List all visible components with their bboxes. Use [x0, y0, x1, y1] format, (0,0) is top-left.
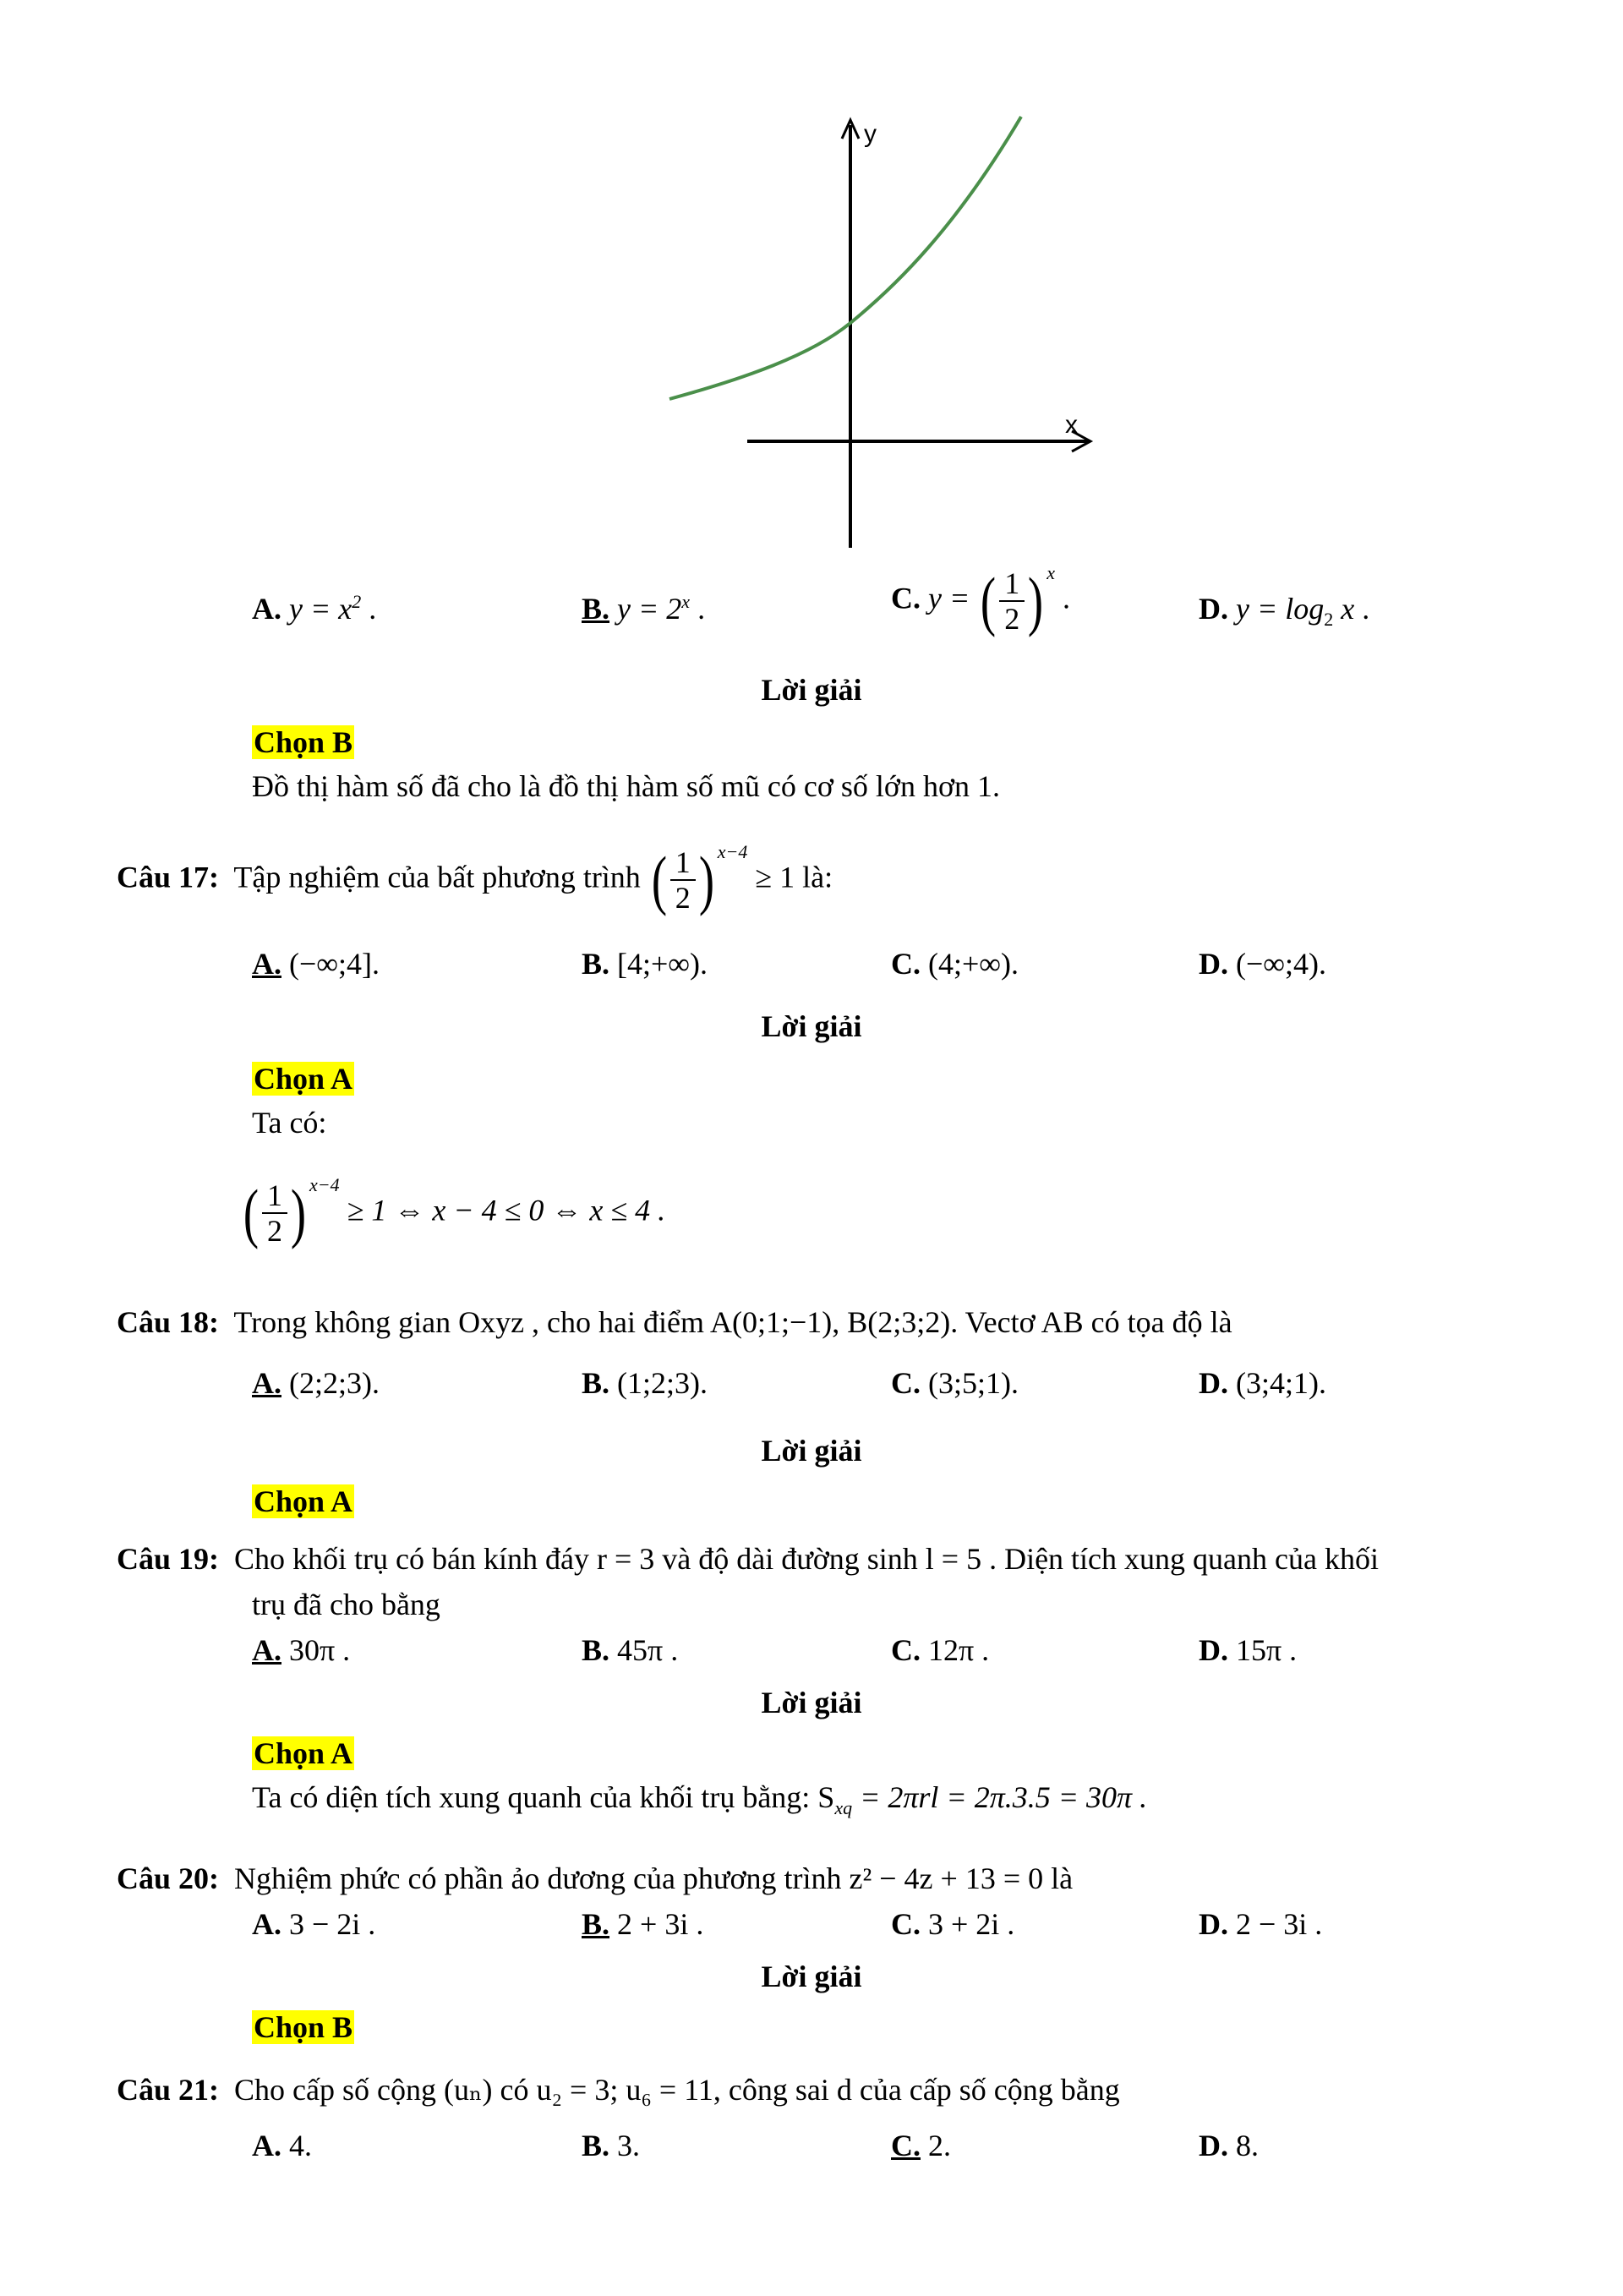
- q19-question-cont: trụ đã cho bằng: [252, 1588, 440, 1621]
- x-axis-label: x: [1065, 411, 1078, 439]
- q16-choice: Chọn B: [254, 725, 353, 759]
- q16-solution-title: Lời giải: [761, 673, 862, 707]
- q20-option-d[interactable]: D. 2 − 3i .: [1199, 1907, 1323, 1941]
- q18-solution-title: Lời giải: [761, 1434, 862, 1468]
- q17-option-a[interactable]: A. (−∞;4].: [252, 947, 380, 981]
- q20-option-b[interactable]: B. 2 + 3i .: [582, 1907, 704, 1941]
- q20-option-c[interactable]: C. 3 + 2i .: [891, 1907, 1015, 1941]
- q21-option-b[interactable]: B. 3.: [582, 2129, 641, 2162]
- q19-question: Câu 19: Cho khối trụ có bán kính đáy r = 3 và độ dài đường sinh l = 5 . Diện tích xung quanh của khối: [117, 1542, 1379, 1576]
- q21-option-c[interactable]: C. 2.: [891, 2129, 951, 2162]
- q20-option-a[interactable]: A. 3 − 2i .: [252, 1907, 376, 1941]
- q18-option-a[interactable]: A. (2;2;3).: [252, 1366, 380, 1400]
- q17-question: Câu 17: Tập nghiệm của bất phương trình ( $\frac{1}{2}$ ) x−4 ≥ 1 là:: [117, 841, 833, 916]
- exponential-graph: [642, 101, 1116, 558]
- q17-ta-co: Ta có:: [252, 1106, 327, 1140]
- q18-option-d[interactable]: D. (3;4;1).: [1199, 1366, 1326, 1400]
- q16-option-b[interactable]: B. $y = 2^x$ .: [582, 591, 706, 626]
- q16-explanation: Đồ thị hàm số đã cho là đồ thị hàm số mũ có cơ số lớn hơn 1.: [252, 769, 1001, 803]
- curve-2-pow-x: [669, 117, 1021, 399]
- q20-solution-title: Lời giải: [761, 1960, 862, 1993]
- q17-option-d[interactable]: D. (−∞;4).: [1199, 947, 1326, 981]
- q17-solution-title: Lời giải: [761, 1009, 862, 1043]
- q19-option-a[interactable]: A. 30π .: [252, 1633, 351, 1667]
- y-axis-label: y: [864, 120, 877, 148]
- q17-derivation: ( $\frac{1}{2}$ ) x−4 ≥ 1 ⇔ x − 4 ≤ 0 ⇔ x ≤ 4 .: [243, 1174, 666, 1249]
- q16-option-a[interactable]: A. $y = x^2$ .: [252, 591, 377, 626]
- q18-option-b[interactable]: B. (1;2;3).: [582, 1366, 708, 1400]
- q17-option-b[interactable]: B. [4;+∞).: [582, 947, 708, 981]
- q18-choice: Chọn A: [254, 1484, 353, 1518]
- q19-option-b[interactable]: B. 45π .: [582, 1633, 679, 1667]
- q21-option-a[interactable]: A. 4.: [252, 2129, 312, 2162]
- q19-option-c[interactable]: C. 12π .: [891, 1633, 990, 1667]
- q16-option-d[interactable]: D. $y = \log_2 x$ .: [1199, 592, 1370, 631]
- q17-option-c[interactable]: C. (4;+∞).: [891, 947, 1019, 981]
- q20-question: Câu 20: Nghiệm phức có phần ảo dương của phương trình z² − 4z + 13 = 0 là: [117, 1861, 1074, 1895]
- q19-option-d[interactable]: D. 15π .: [1199, 1633, 1298, 1667]
- q17-choice: Chọn A: [254, 1062, 353, 1096]
- q19-solution-title: Lời giải: [761, 1686, 862, 1719]
- q18-question: Câu 18: Trong không gian Oxyz , cho hai điểm A(0;1;−1), B(2;3;2). Vectơ AB có tọa độ là: [117, 1305, 1232, 1339]
- q19-choice: Chọn A: [254, 1736, 353, 1770]
- q18-option-c[interactable]: C. (3;5;1).: [891, 1366, 1019, 1400]
- q16-option-c[interactable]: C. y = ( $\frac{1}{2}$ ) x .: [891, 562, 1071, 637]
- q21-option-d[interactable]: D. 8.: [1199, 2129, 1259, 2162]
- q21-question: Câu 21: Cho cấp số cộng (uₙ) có u₂ = 3; u₆ = 11, công sai d của cấp số cộng bằng: [117, 2073, 1120, 2107]
- q20-choice: Chọn B: [254, 2010, 353, 2044]
- q19-explanation: Ta có diện tích xung quanh của khối trụ bằng: $S_{xq} = 2\pi rl = 2\pi.3.5 = 30\pi$ .: [252, 1780, 1148, 1819]
